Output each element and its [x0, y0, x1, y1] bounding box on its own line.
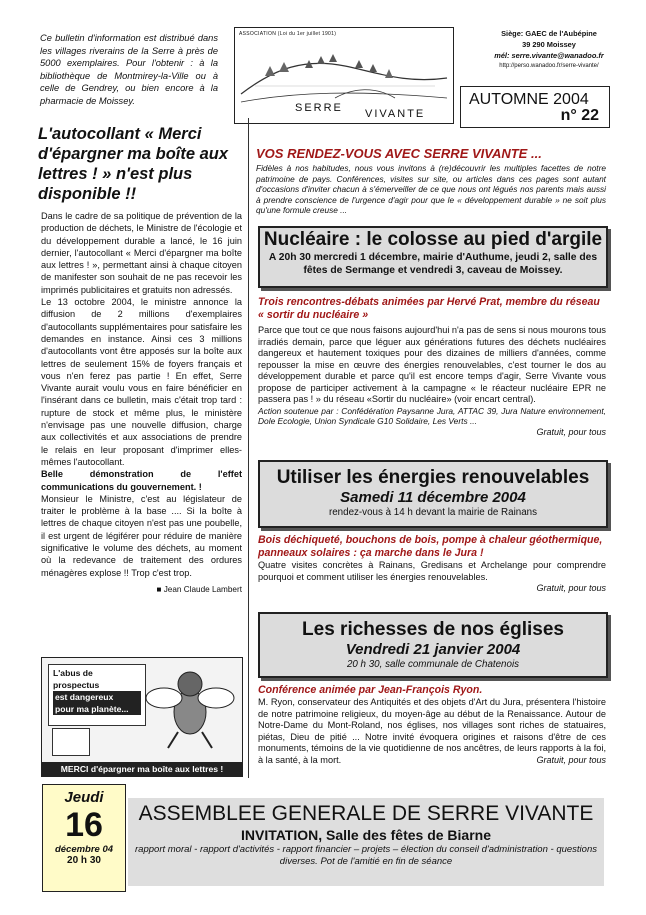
event-description: Parce que tout ce que nous faisons aujourd'hui n'a pas de sens si nous mourons tous irradiés demain, parce que léguer aux générations futures des déchets nucléaires dangereux et hautement toxiques pour des dizaines de milliers d'années, comme repousser la mise en œuvre des énergies renouvelables, c'est tourner le dos au développement durable et parce qu'il est encore temps d'agir, Serre Vivante vous propose de participer activement à la campagne « le réacteur nucléaire EPR ne passera pas ! » du réseau «Sortir du nucléaire» (voir encart central).	[258, 325, 606, 404]
contact-email[interactable]: mél: serre.vivante@wanadoo.fr	[494, 51, 604, 60]
event-meeting-point: 20 h 30, salle communale de Chatenois	[346, 659, 520, 670]
event-description: Quatre visites concrètes à Rainans, Gredisans et Archelange pour comprendre pourquoi et comment utiliser les énergies renouvelables.	[258, 560, 606, 582]
event-supporters: Action soutenue par : Confédération Paysanne Jura, ATTAC 39, Jura Nature environnement, Dole Ecologie, Union Syndicale G10 Solidaire, Les Verts ...	[258, 405, 606, 426]
assembly-title: ASSEMBLEE GENERALE DE SERRE VIVANTE	[138, 802, 594, 825]
contact-website[interactable]: http://perso.wanadoo.fr/serre-vivante/	[499, 63, 599, 69]
event-title: Nucléaire : le colosse au pied d'argile	[263, 229, 603, 250]
event-meeting-point: rendez-vous à 14 h devant la mairie de Rainans	[328, 507, 538, 518]
event-description: M. Ryon, conservateur des Antiquités et des objets d'Art du Jura, présentera l'histoire de notre patrimoine religieux, du moyen-âge au début de la Renaissance. Autour de Notre-Dame du Mont-Roland, nos églises, nos villages sont riches de statuaires, piétas, Dieu de pitié ... Notre invité évoquera origines et raisons d'être de ces monuments, témoins de la vie quotidienne de nos ancêtres, de leurs rapports à la foi, à la santé, à la mort.	[258, 697, 606, 765]
logo-subtitle: ASSOCIATION (Loi du 1er juillet 1901)	[239, 31, 337, 37]
event-nuclear-details	[258, 296, 606, 437]
assembly-date-card	[42, 784, 126, 892]
poster-line: L'abus de prospectus	[53, 668, 100, 690]
event-price: Gratuit, pour tous	[536, 583, 606, 593]
event-date: Vendredi 21 janvier 2004	[345, 641, 521, 658]
article-paragraph: Dans le cadre de sa politique de prévention de la production de déchets, le Ministre de l'écologie et du développement durable a lancé, le 16 juin dernier, l'autocollant « Merci d'épargner ma boîte aux lettres ! », permettant ainsi à chaque citoyen de manifester son souhait de ne pas recevoir les imprimés publicitaires et gratuits non adressés.	[41, 211, 242, 295]
assembly-day-number: 16	[65, 806, 103, 844]
event-subtitle: Trois rencontres-débats animées par Hervé Prat, membre du réseau « sortir du nucléaire »	[258, 296, 600, 321]
issue-number: n° 22	[560, 107, 599, 124]
event-date: A 20h 30 mercredi 1 décembre, mairie d'Authume, jeudi 2, salle des fêtes de Sermange et vendredi 3, caveau de Moissey.	[268, 252, 598, 276]
event-title: Les richesses de nos églises	[302, 619, 564, 640]
rendezvous-heading: VOS RENDEZ-VOUS AVEC SERRE VIVANTE ...	[256, 146, 542, 161]
event-subtitle: Conférence animée par Jean-François Ryon.	[258, 684, 483, 696]
event-energy-box	[258, 460, 608, 528]
article-paragraph: Monsieur le Ministre, c'est au législateur de traiter le problème à la base .... Si la boîte à lettres de chaque citoyen n'est pas une poubelle, il est urgent de légiférer pour réduire de manière significative le volume des déchets, au moment où la redevance de traitement des ordures ménagères explose !! Trop c'est trop.	[41, 493, 242, 578]
event-price: Gratuit, pour tous	[536, 426, 606, 437]
contact-city: 39 290 Moissey	[522, 40, 576, 49]
issue-season: AUTOMNE 2004	[469, 91, 589, 108]
intro-note: Ce bulletin d'information est distribué dans les villages riverains de la Serre à près de 5000 exemplaires. Pour l'obtenir : à la bibliothèque de Montmirey-la-Ville ou à celle de Gendrey, ou bien encore à la pharmacie de Moissey.	[40, 33, 218, 106]
assembly-agenda: rapport moral - rapport d'activités - rapport financier – projets – élection du conseil d'administration - questions diverses. Pot de l'amitié en fin de séance	[135, 844, 597, 867]
issue-badge	[460, 86, 610, 128]
event-title: Utiliser les énergies renouvelables	[276, 467, 590, 488]
column-divider	[248, 118, 249, 778]
logo-name-vivante: VIVANTE	[365, 108, 426, 120]
contact-hq: Siège: GAEC de l'Aubépine	[501, 29, 597, 38]
fly-cartoon-icon	[142, 662, 238, 752]
ministry-logo	[52, 728, 90, 756]
assembly-invitation: INVITATION, Salle des fêtes de Biarne	[241, 827, 491, 843]
event-churches-details	[258, 684, 606, 765]
event-energy-details	[258, 534, 606, 593]
event-date: Samedi 11 décembre 2004	[340, 489, 526, 506]
logo-name-serre: SERRE	[295, 102, 343, 114]
sticker-poster	[41, 657, 243, 777]
event-nuclear-box	[258, 226, 608, 288]
contact-block	[476, 28, 622, 72]
assembly-month: décembre 04	[54, 844, 114, 855]
event-price: Gratuit, pour tous	[536, 755, 606, 765]
poster-speech-bubble	[48, 664, 146, 726]
assembly-time: 20 h 30	[67, 855, 101, 866]
article-signature: ■ Jean Claude Lambert	[156, 584, 242, 594]
article-paragraph: Le 13 octobre 2004, le ministre annonce la diffusion de 2 millions d'exemplaires d'autocollants supplémentaires pour satisfaire les demandes en instance. Ainsi ces 3 millions d'autocollants vont être apposés sur la boîte aux lettres de seulement 15% de foyers français et vous n'en ferez pas partie ! En effet, Serre Vivante aurait voulu vous en faire bénéficier en l'insérant dans ce bulletin, mais c'était trop tard : rupture de stock et même plus, le ministère n'envisage pas une nouvelle diffusion, charge aux collectivités et aux associations de prendre le relais en leur proposant d'imprimer elles-mêmes l'autocollant.	[41, 297, 242, 467]
event-subtitle: Bois déchiqueté, bouchons de bois, pompe à chaleur géothermique, panneaux solaires : ça marche dans le Jura !	[258, 534, 603, 559]
sticker-article	[38, 124, 242, 594]
poster-line: pour ma planète...	[53, 703, 141, 715]
rendezvous-intro: Fidèles à nos habitudes, nous vous invitons à (re)découvrir les multiples facettes de notre patrimoine de pays. Conférences, visites sur site, ou articles dans ces pages sont autant d'occasions d'inviter chacun à s'émerveiller de ce que nous ont légués nos parents mais aussi à prendre conscience de l'urgence d'agir pour que le « développement durable » ne soit plus qu'une formule creuse ...	[256, 163, 606, 215]
poster-line: est dangereux	[53, 691, 141, 703]
event-churches-box	[258, 612, 608, 678]
sticker-heading: L'autocollant « Merci d'épargner ma boîte aux lettres ! » n'est plus disponible !!	[38, 125, 229, 203]
article-emphasis: Belle démonstration de l'effet communications du gouvernement. !	[41, 469, 242, 492]
assembly-banner	[128, 798, 604, 886]
association-logo	[234, 27, 454, 124]
assembly-day: Jeudi	[64, 789, 104, 806]
poster-banner: MERCI d'épargner ma boîte aux lettres !	[42, 762, 242, 776]
